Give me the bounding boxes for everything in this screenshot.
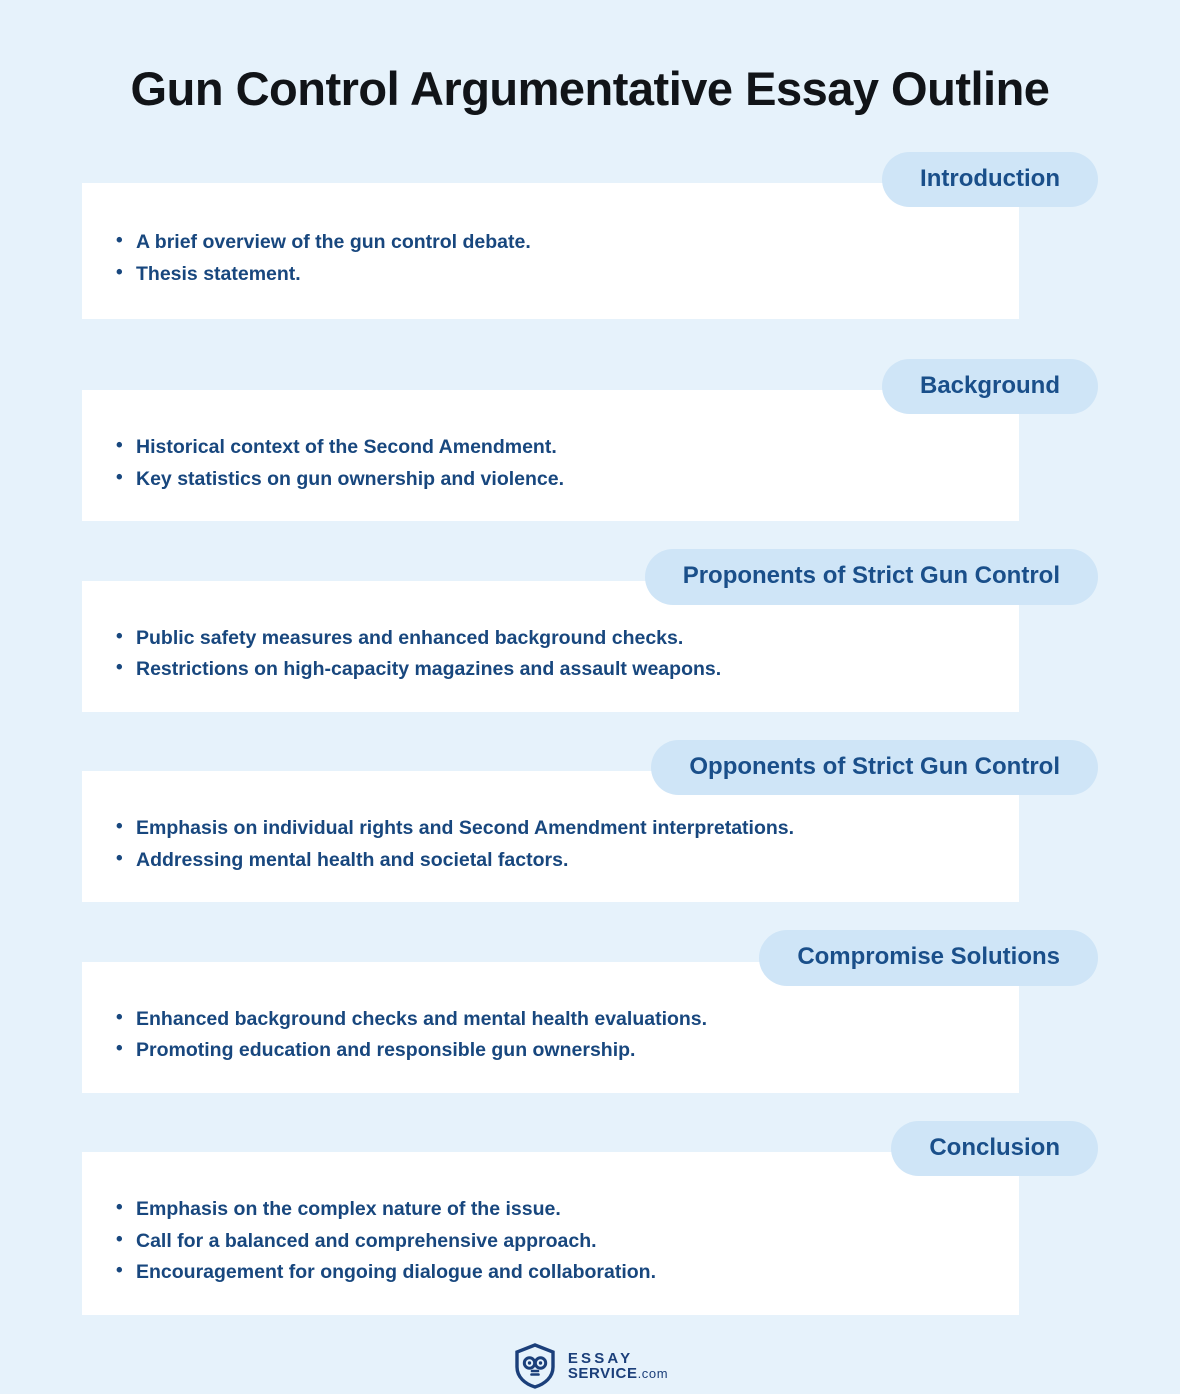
section-heading: Compromise Solutions xyxy=(759,930,1098,985)
brand-wordmark xyxy=(568,1351,668,1382)
brand-service-text: SERVICE xyxy=(567,1364,638,1382)
list-item: • Key statistics on gun ownership and violence. xyxy=(112,464,989,496)
list-item: • Addressing mental health and societal factors. xyxy=(112,845,989,877)
section-conclusion xyxy=(82,1121,1098,1315)
list-item: • Historical context of the Second Amendment. xyxy=(112,432,989,464)
list-item: • Encouragement for ongoing dialogue and collaboration. xyxy=(112,1257,989,1289)
list-item: • Call for a balanced and comprehensive approach. xyxy=(112,1226,989,1258)
bullet-list xyxy=(112,1004,989,1067)
section-heading: Opponents of Strict Gun Control xyxy=(651,740,1098,795)
page-title: Gun Control Argumentative Essay Outline xyxy=(130,62,1050,115)
section-card xyxy=(82,1152,1019,1315)
list-item: • Emphasis on the complex nature of the issue. xyxy=(112,1194,989,1226)
pill-row xyxy=(82,549,1098,604)
brand-line-2 xyxy=(568,1366,668,1381)
bullet-list xyxy=(112,1194,989,1289)
list-item: • Emphasis on individual rights and Second Amendment interpretations. xyxy=(112,813,989,845)
section-opponents xyxy=(82,740,1098,903)
owl-icon xyxy=(512,1343,558,1389)
section-background xyxy=(82,359,1098,522)
bullet-list xyxy=(112,432,989,495)
bullet-list xyxy=(112,623,989,686)
bullet-list xyxy=(112,227,989,290)
pill-row xyxy=(82,1121,1098,1176)
bullet-list xyxy=(112,813,989,876)
brand-suffix: .com xyxy=(637,1365,669,1381)
pill-row xyxy=(82,359,1098,414)
list-item: • Thesis statement. xyxy=(112,259,989,291)
section-heading: Background xyxy=(882,359,1098,414)
sections-container xyxy=(0,152,1180,1315)
list-item: • Public safety measures and enhanced background checks. xyxy=(112,623,989,655)
section-introduction xyxy=(82,152,1098,319)
section-heading: Introduction xyxy=(882,152,1098,207)
section-proponents xyxy=(82,549,1098,712)
section-heading: Proponents of Strict Gun Control xyxy=(645,549,1098,604)
list-item: • Restrictions on high-capacity magazines and assault weapons. xyxy=(112,654,989,686)
pill-row xyxy=(82,152,1098,207)
pill-row xyxy=(82,740,1098,795)
brand-footer xyxy=(0,1343,1180,1389)
list-item: • Promoting education and responsible gun ownership. xyxy=(112,1035,989,1067)
list-item: • A brief overview of the gun control debate. xyxy=(112,227,989,259)
section-heading: Conclusion xyxy=(891,1121,1098,1176)
list-item: • Enhanced background checks and mental health evaluations. xyxy=(112,1004,989,1036)
brand-line-1: ESSAY xyxy=(567,1349,634,1367)
pill-row xyxy=(82,930,1098,985)
section-compromise-solutions xyxy=(82,930,1098,1093)
